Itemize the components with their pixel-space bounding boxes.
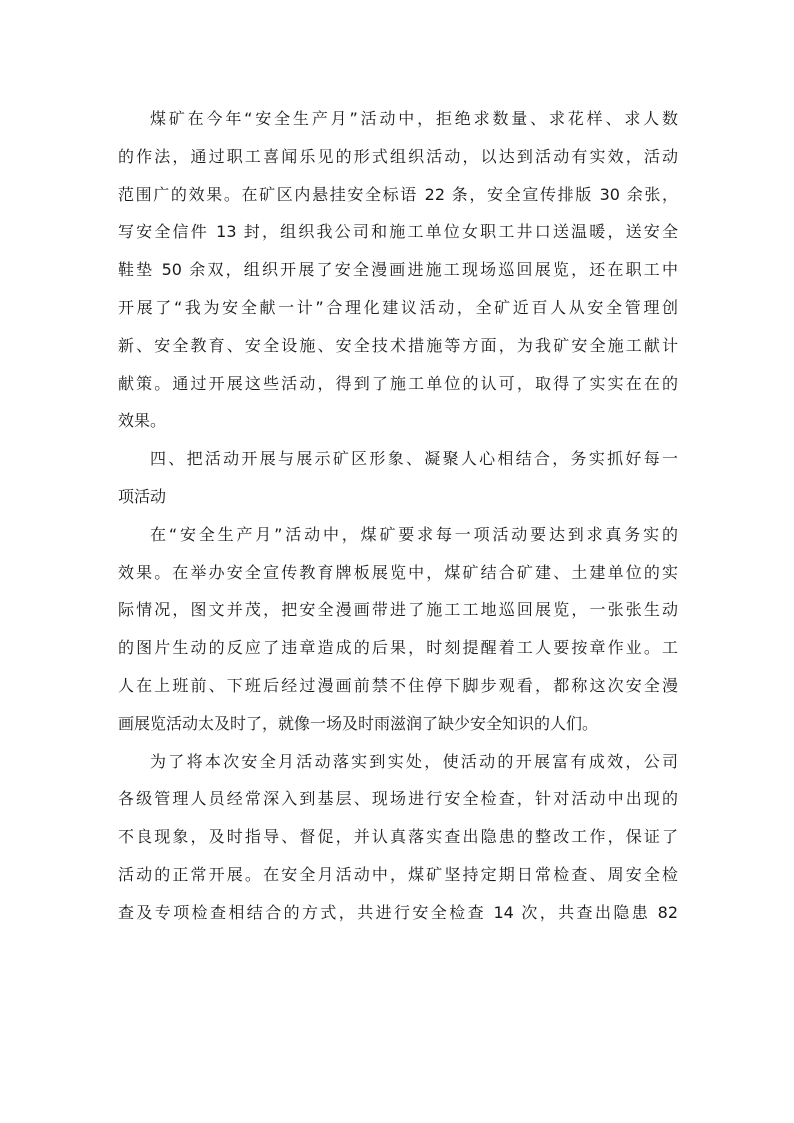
text-line: 各级管理人员经常深入到基层、现场进行安全检查，针对活动中出现的 xyxy=(118,789,678,809)
text-line: 在“安全生产月”活动中，煤矿要求每一项活动要达到求真务实的 xyxy=(150,524,678,544)
text-line: 新、安全教育、安全设施、安全技术措施等方面，为我矿安全施工献计 xyxy=(118,335,678,355)
text-line: 的作法，通过职工喜闻乐见的形式组织活动，以达到活动有实效，活动 xyxy=(118,146,678,166)
text-line: 四、把活动开展与展示矿区形象、凝聚人心相结合，务实抓好每一 xyxy=(150,449,678,469)
text-line: 鞋垫 50 余双，组织开展了安全漫画进施工现场巡回展览，还在职工中 xyxy=(118,260,678,280)
text-line: 煤矿在今年“安全生产月”活动中，拒绝求数量、求花样、求人数 xyxy=(150,109,678,128)
paragraph-3 xyxy=(118,516,678,743)
text-line: 际情况，图文并茂，把安全漫画带进了施工工地巡回展览，一张张生动 xyxy=(118,600,678,620)
text-line: 不良现象，及时指导、督促，并认真落实查出隐患的整改工作，保证了 xyxy=(118,827,678,847)
text-line: 为了将本次安全月活动落实到实处，使活动的开展富有成效，公司 xyxy=(150,751,678,771)
text-line: 查及专项检查相结合的方式，共进行安全检查 14 次，共查出隐患 82 xyxy=(118,902,678,922)
document-body xyxy=(118,100,678,932)
text-line: 献策。通过开展这些活动，得到了施工单位的认可，取得了实实在在的 xyxy=(118,373,678,393)
section-heading-4 xyxy=(118,440,678,516)
text-line: 效果。在举办安全宣传教育牌板展览中，煤矿结合矿建、土建单位的实 xyxy=(118,562,678,582)
text-line: 项活动 xyxy=(118,486,167,506)
text-line: 效果。 xyxy=(118,411,167,431)
text-line: 画展览活动太及时了，就像一场及时雨滋润了缺少安全知识的人们。 xyxy=(118,713,599,733)
text-line: 开展了“我为安全献一计”合理化建议活动，全矿近百人从安全管理创 xyxy=(118,297,678,317)
paragraph-4 xyxy=(118,743,678,932)
text-line: 范围广的效果。在矿区内悬挂安全标语 22 条，安全宣传排版 30 余张， xyxy=(118,184,678,204)
text-line: 写安全信件 13 封，组织我公司和施工单位女职工井口送温暖，送安全 xyxy=(118,222,678,242)
text-line: 人在上班前、下班后经过漫画前禁不住停下脚步观看，都称这次安全漫 xyxy=(118,675,678,695)
text-line: 的图片生动的反应了违章造成的后果，时刻提醒着工人要按章作业。工 xyxy=(118,638,678,658)
text-line: 活动的正常开展。在安全月活动中，煤矿坚持定期日常检查、周安全检 xyxy=(118,864,678,884)
paragraph-1 xyxy=(118,100,678,440)
